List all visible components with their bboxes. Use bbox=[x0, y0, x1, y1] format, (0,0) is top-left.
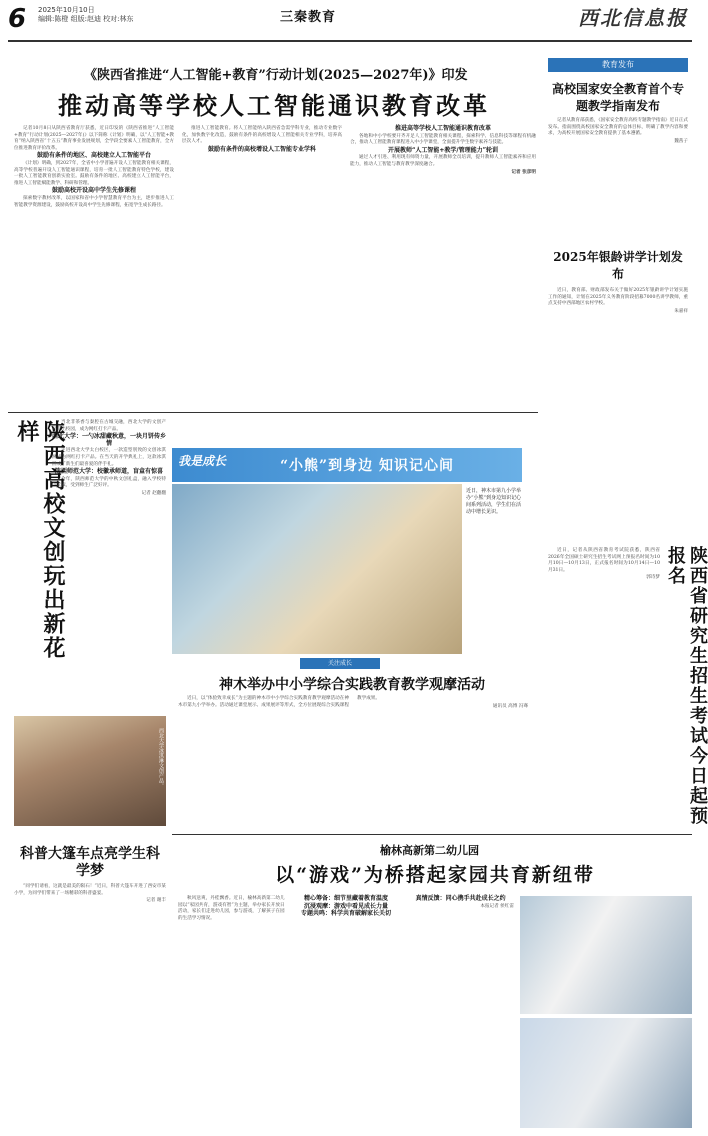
lead-headline: 推动高等学校人工智能通识教育改革 bbox=[58, 91, 490, 120]
culture-text-1: 走进西北大学太白校区，一款造型别致的文创冰淇淋成为网红打卡产品。在当天的开学典礼上，这款冰淇淋成了新生们最喜爱的伴手礼。 bbox=[52, 448, 166, 467]
yulin-text: 秋风送爽，丹桂飘香。近日，榆林高新第二幼儿园以“家园共育，游戏有智”为主题，举办家长开放日活动，家长们走进幼儿园，参与游戏，了解孩子在园的生活学习情况。 bbox=[178, 896, 285, 921]
release-text-2-block bbox=[548, 288, 688, 543]
yulin-sub-1: 精心筹备：细节里藏着教育温度 bbox=[303, 895, 388, 902]
lead-section-2-text: 探索数字教材改革，以国家和省中小学智慧教育平台为主，逐步推进人工智能教学资源建设，鼓励高校开设高中学生先修课程，拓宽学生成长路径。 bbox=[14, 195, 174, 208]
science-title: 科普大篷车点亮学生科学梦 bbox=[20, 846, 160, 879]
yulin-sub-3: 专题共鸣：科学共育破解家长关切 bbox=[300, 910, 391, 918]
lead-reporter: 记者 张彦明 bbox=[511, 169, 536, 175]
date-line bbox=[38, 6, 134, 24]
release-text-2: 近日，教育部、财政部发布关于做好2025年银龄讲学计划实施工作的通知，计划在2025年义务教育阶段招募7000名讲学教师，重点支持中西部地区农村学校。 bbox=[548, 288, 688, 307]
culture-article bbox=[52, 420, 166, 710]
kindergarten-photo-2 bbox=[520, 1018, 692, 1128]
shenmu-article bbox=[178, 696, 528, 824]
grad-text: 近日，记者从陕西省教育考试院获悉，陕西省2026年全国硕士研究生招生考试网上预报名时间为10月10日—10月13日，正式报名时间为10月14日—10月31日。 bbox=[548, 548, 660, 573]
page-number: 6 bbox=[8, 4, 27, 34]
students-photo-caption: 近日，神木市第九小学举办“小熊”到身边知识记心间系列活动，学生们在活动中增长见识。 bbox=[466, 488, 522, 515]
masthead-logo: 西北信息报 bbox=[578, 6, 688, 30]
lead-section-1-text: 《计划》明确，到2027年，全省中小学普遍开设人工智能教育相关课程，高等学校普遍开设人工智能通识课程，培育一批人工智能教育特色学校，建设一批人工智能教育创新实验室。鼓励有条件的地区、高校建立人工智能平台，推进人工智能赋能教学、科研和管理。 bbox=[14, 160, 174, 186]
lead-column-3 bbox=[350, 126, 536, 416]
section-title: 三秦教育 bbox=[280, 10, 337, 25]
issue-date: 2025年10月10日 bbox=[38, 6, 95, 14]
header-rule bbox=[8, 40, 692, 42]
lead-section-5-title: 开展教师“人工智能+教学/管理能力”轮训 bbox=[387, 146, 499, 154]
yulin-subtitle: 榆林高新第二幼儿园 bbox=[380, 844, 479, 857]
culture-text-2: 今年，陕西师范大学的中秋文创礼盒，融入学校特色元素，受到师生广泛好评。 bbox=[52, 476, 166, 489]
lead-section-4-text: 推进人工智能教育。将人工智能纳入陕西省急需学科专业，推动专业数字化，加快数字化改造，鼓励有条件的高校增设人工智能相关专业学科，培养高层次人才。 bbox=[182, 126, 342, 145]
lead-section-2-title: 鼓励高校开设高中学生先修课程 bbox=[51, 187, 136, 195]
release-text-1-block bbox=[548, 118, 688, 242]
shenmu-title: 神木举办中小学综合实践教育教学观摩活动 bbox=[219, 677, 485, 693]
release-reporter-2: 朱嘉祥 bbox=[674, 308, 688, 314]
shenmu-reporter: 通讯员 高博 冯骞 bbox=[492, 703, 528, 709]
lead-bottom-rule bbox=[8, 412, 538, 413]
growth-banner-title: “小熊”到身边 知识记心间 bbox=[280, 458, 454, 474]
editors-line: 编辑:陈橙 组版:赵迪 校对:林东 bbox=[38, 15, 134, 23]
lead-intro: 记者10月8日从陕西省教育厅获悉，近日印发的《陕西省推进“人工智能+教育”行动计划(2025—2027年)》以下简称《计划》明确，以“人工智能+教育”纳入陕西省“十五五”教育事业发展规划，全学段全要素人工智能教育，全方位推进教育评价改革。 bbox=[14, 126, 174, 151]
culture-lead: 当北非茶香与秦腔在古城交融，西北大学的文创产品走出校园，成为网红打卡产品。 bbox=[52, 420, 166, 432]
shenmu-text: 近日，以“体验致幸成长”为主题的神木市中小学综合实践教育教学观摩活动在神木市第九小学举办。活动通过课堂展示、成果展评等形式，全方位展现综合实践课程教学成果。 bbox=[178, 696, 380, 708]
yulin-reporter: 本报记者 侯红雷 bbox=[480, 903, 514, 909]
yulin-top-rule bbox=[172, 834, 692, 835]
vertical-title-grad: 陕西省研究生招生考试今日起预报名 bbox=[665, 546, 708, 826]
yulin-sub-2: 沉浸观摩：游戏中看见成长力量 bbox=[303, 902, 388, 910]
science-text: “同学们请看，这就是最美的陨石！”近日，科普大篷车开进了西安市某小学，为同学们带来了一场精彩的科普盛宴。 bbox=[14, 884, 166, 896]
growth-tag: 关注成长 bbox=[300, 658, 380, 669]
lead-section-4-title: 鼓励有条件的高校增设人工智能专业学科 bbox=[207, 145, 316, 153]
release-title-1: 高校国家安全教育首个专题教学指南发布 bbox=[551, 82, 684, 113]
release-title-2: 2025年银龄讲学计划发布 bbox=[553, 250, 683, 281]
release-text-1: 记者从教育部获悉，《国家安全教育高校专题教学指南》近日正式发布。指南围绕高校国家安全教育的总体目标，明确了教学内容和要求，为高校开展国家安全教育提供了基本遵循。 bbox=[548, 118, 688, 137]
science-reporter: 记者 谢丰 bbox=[146, 898, 166, 904]
science-article bbox=[14, 884, 166, 1129]
lead-column-1 bbox=[14, 126, 174, 396]
lead-section-3-title: 推进高等学校人工智能通识教育改革 bbox=[394, 125, 491, 132]
culture-reporter: 记者 赵翻翻 bbox=[141, 490, 166, 496]
lead-section-5-text: 通过人才引进、利用现有师资力量，开展教师全员培训，提升教师人工智能素养和应用能力，推动人工智能与教育教学深度融合。 bbox=[350, 155, 536, 167]
growth-banner-logo: 我是成长 bbox=[178, 454, 227, 468]
grad-reporter: 郭诗梦 bbox=[646, 575, 660, 581]
yulin-title: 以“游戏”为桥搭起家园共育新纽带 bbox=[275, 864, 595, 886]
release-reporter-1: 魏茜子 bbox=[674, 138, 688, 144]
yulin-sub-4: 真情反馈：同心携手共赴成长之约 bbox=[415, 895, 506, 902]
vertical-title-culture: 陕西高校文创玩出新花样 bbox=[14, 420, 66, 660]
education-release-tag: 教育发布 bbox=[548, 58, 688, 72]
students-photo bbox=[172, 484, 462, 654]
culture-subtitle-2: 陕西师范大学：校徽承师道，盲盒有惊喜 bbox=[54, 468, 163, 476]
lead-section-1-title: 鼓励有条件的地区、高校建立人工智能平台 bbox=[36, 152, 151, 160]
lead-section-3-text: 各地和中小学校要开齐开足人工智能教育相关课程，探索科学、信息科技等课程有机融合，推动人工智能教育课程进入中小学课堂，全面提升学生数字素养与技能。 bbox=[350, 133, 536, 146]
culture-subtitle-1: 西北大学：一勺冰甜藏秋意，一块月饼传乡情 bbox=[52, 433, 167, 447]
icecream-photo bbox=[14, 716, 166, 826]
lead-column-2 bbox=[182, 126, 342, 396]
lead-subtitle: 《陕西省推进“人工智能+教育”行动计划(2025—2027年)》印发 bbox=[84, 68, 468, 83]
icecream-photo-caption: 西北大学冰淇淋文创产品。 bbox=[158, 728, 164, 788]
yulin-article bbox=[178, 896, 514, 1131]
kindergarten-photo-1 bbox=[520, 896, 692, 1014]
grad-article bbox=[548, 548, 660, 828]
